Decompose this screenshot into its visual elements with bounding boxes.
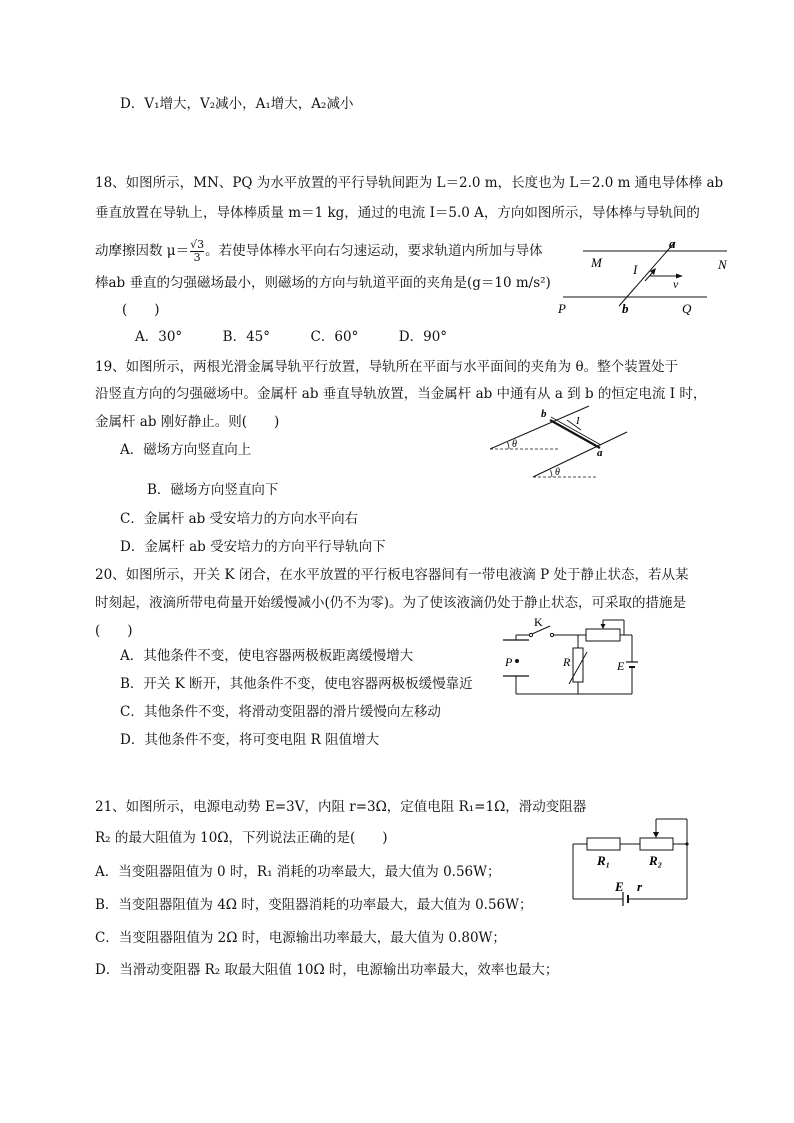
q21-option-c: C．当变阻器阻值为 2Ω 时，电源输出功率最大，最大值为 0.80W； bbox=[95, 930, 506, 946]
label-q: Q bbox=[682, 301, 692, 316]
q18-answer-paren: ( ) bbox=[122, 302, 160, 318]
upper-rail bbox=[490, 406, 589, 449]
droplet-p bbox=[515, 659, 519, 663]
q18-line-3-rest: 。若使导体棒水平向右匀速运动，要求轨道内所加与导体 bbox=[205, 243, 543, 259]
label-e: E bbox=[615, 879, 624, 894]
q19-option-d: D．金属杆 ab 受安培力的方向平行导轨向下 bbox=[120, 539, 386, 555]
q21-circuit-diagram bbox=[565, 808, 700, 908]
q20-line-3: ( ) bbox=[95, 623, 133, 639]
label-current: I bbox=[576, 415, 580, 427]
label-theta-lower: θ bbox=[555, 467, 560, 478]
label-r2: R₂ bbox=[649, 853, 663, 868]
label-p: P bbox=[505, 655, 513, 669]
q20-circuit-diagram bbox=[500, 614, 650, 704]
q20-option-a: A．其他条件不变，使电容器两极板距离缓慢增大 bbox=[120, 648, 414, 664]
label-b: b bbox=[622, 301, 629, 316]
label-p: P bbox=[558, 301, 566, 316]
metal-rod bbox=[550, 420, 600, 448]
label-n: N bbox=[718, 257, 727, 272]
q18-fraction bbox=[190, 239, 204, 264]
q20-line-1: 20、如图所示，开关 K 闭合，在水平放置的平行板电容器间有一带电液滴 P 处于静止状态，若从某 bbox=[95, 567, 689, 583]
q21-option-d: D．当滑动变阻器 R₂ 取最大阻值 10Ω 时，电源输出功率最大，效率也最大； bbox=[95, 962, 559, 978]
q19-option-b: B．磁场方向竖直向下 bbox=[147, 482, 279, 498]
q20-line-2: 时刻起，液滴所带电荷量开始缓慢减小(仍不为零)。为了使该液滴仍处于静止状态，可采取的措施是 bbox=[95, 595, 687, 611]
label-e: E bbox=[617, 659, 625, 673]
label-m: M bbox=[591, 255, 602, 270]
resistor-r2 bbox=[640, 838, 673, 850]
q17-option-d: D．V₁增大，V₂减小，A₁增大，A₂减小 bbox=[120, 96, 354, 112]
junction-dot bbox=[685, 842, 688, 845]
q21-line-1: 21、如图所示，电源电动势 E=3V，内阻 r=3Ω，定值电阻 R₁=1Ω，滑动变阻器 bbox=[95, 799, 587, 815]
conductor-rod bbox=[619, 242, 675, 306]
q20-option-b: B．开关 K 断开，其他条件不变，使电容器两极板缓慢靠近 bbox=[120, 676, 473, 692]
q19-line-2: 沿竖直方向的匀强磁场中。金属杆 ab 垂直导轨放置，当金属杆 ab 中通有从 a 到 b 的恒定电流 I 时， bbox=[95, 386, 707, 402]
q21-option-a: A．当变阻器阻值为 0 时，R₁ 消耗的功率最大，最大值为 0.56W； bbox=[95, 864, 501, 880]
angle-arc-upper bbox=[508, 442, 510, 449]
q18-options: A．30° B．45° C．60° D．90° bbox=[135, 329, 448, 345]
q18-line-3 bbox=[95, 239, 543, 264]
q21-option-b: B．当变阻器阻值为 4Ω 时，变阻器消耗的功率最大，最大值为 0.56W； bbox=[95, 897, 533, 913]
q18-friction-label: 动摩擦因数 μ＝ bbox=[95, 243, 190, 259]
variable-resistor-r bbox=[573, 648, 583, 682]
q19-incline-diagram bbox=[485, 404, 635, 484]
q20-option-d: D．其他条件不变，将可变电阻 R 阻值增大 bbox=[120, 732, 380, 748]
q19-line-1: 19、如图所示，两根光滑金属导轨平行放置，导轨所在平面与水平面间的夹角为 θ。整个装置处于 bbox=[95, 359, 679, 375]
label-r: R bbox=[563, 655, 571, 669]
angle-arc-lower bbox=[551, 470, 553, 477]
label-r: r bbox=[637, 879, 643, 894]
resistor-r1 bbox=[587, 838, 620, 850]
q18-fraction-numerator: √3 bbox=[190, 238, 205, 251]
slider-arrow bbox=[601, 624, 606, 629]
label-r1: R₁ bbox=[597, 853, 611, 868]
lower-rail bbox=[533, 432, 627, 477]
label-a: a bbox=[669, 236, 676, 251]
label-b: b bbox=[541, 408, 547, 420]
q18-line-2: 垂直放置在导轨上，导体棒质量 m＝1 kg，通过的电流 I＝5.0 A，方向如图所示，导体棒与导轨间的 bbox=[95, 205, 700, 221]
q19-option-c: C．金属杆 ab 受安培力的方向水平向右 bbox=[120, 511, 359, 527]
q19-option-a: A．磁场方向竖直向上 bbox=[120, 442, 252, 458]
q18-fraction-denominator: 3 bbox=[193, 251, 201, 264]
q19-line-3: 金属杆 ab 刚好静止。则( ) bbox=[95, 414, 280, 430]
label-a: a bbox=[597, 447, 603, 459]
q18-rail-diagram bbox=[555, 236, 735, 318]
label-velocity: v bbox=[673, 277, 679, 291]
q18-line-4: 棒ab 垂直的匀强磁场最小，则磁场的方向与轨道平面的夹角是(g＝10 m/s²) bbox=[95, 275, 551, 291]
label-k: K bbox=[534, 615, 543, 629]
q21-line-2: R₂ 的最大阻值为 10Ω，下列说法正确的是( ) bbox=[95, 830, 388, 846]
label-theta-upper: θ bbox=[512, 439, 517, 450]
q20-option-c: C．其他条件不变，将滑动变阻器的滑片缓慢向左移动 bbox=[120, 704, 441, 720]
label-current: I bbox=[633, 262, 638, 277]
rheostat bbox=[586, 629, 620, 641]
slider-arrow bbox=[653, 832, 659, 838]
q18-line-1: 18、如图所示，MN、PQ 为水平放置的平行导轨间距为 L＝2.0 m，长度也为 L＝2.0 m 通电导体棒 ab bbox=[95, 175, 724, 191]
